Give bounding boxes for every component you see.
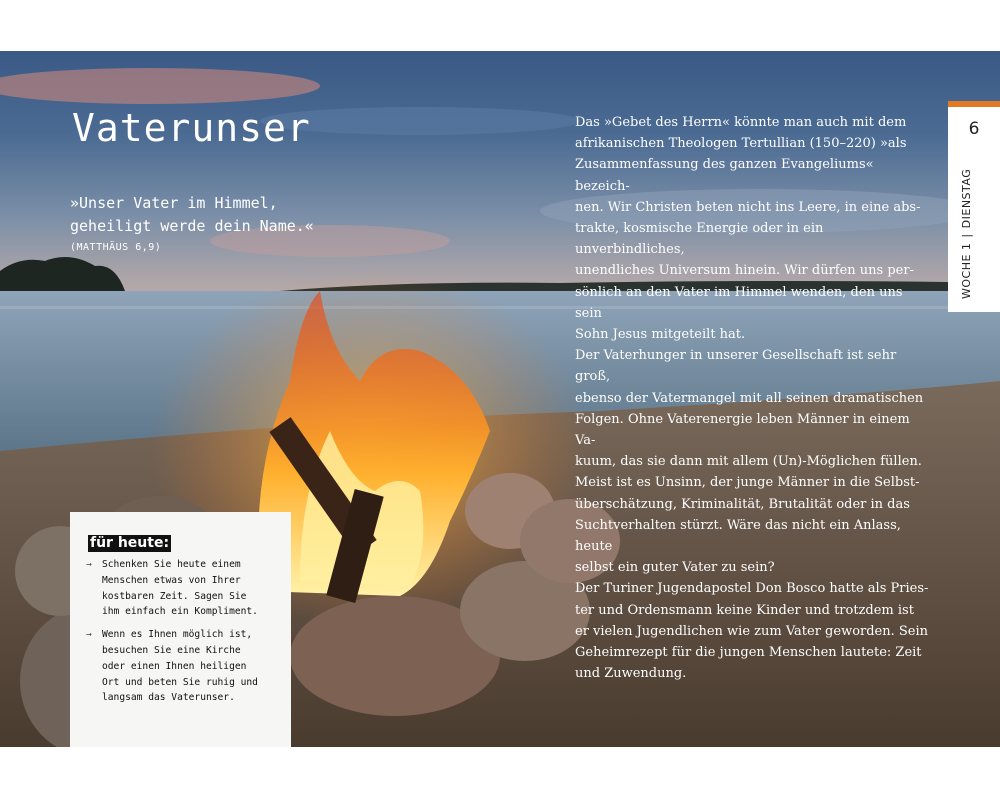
- body-line: unendliches Universum hinein. Wir dürfen uns per-: [575, 263, 914, 279]
- body-line: Sohn Jesus mitgeteilt hat.: [575, 327, 746, 343]
- page-title: Vaterunser: [72, 106, 311, 150]
- quote-line-2: geheiligt werde dein Name.«: [70, 217, 314, 235]
- body-line: und Zuwendung.: [575, 666, 687, 682]
- today-heading: für heute:: [90, 535, 170, 551]
- body-line: Geheimrezept für die jungen Menschen lautete: Zeit: [575, 645, 922, 661]
- quote-reference: (MATTHÄUS 6,9): [70, 242, 162, 253]
- chapter-tab: [948, 101, 1000, 312]
- body-line: überschätzung, Kriminalität, Brutalität oder in das: [575, 496, 910, 512]
- arrow-right-icon: →: [86, 559, 92, 570]
- week-day-label: [960, 169, 973, 299]
- body-line: sönlich an den Vater im Himmel wenden, den uns sein: [575, 284, 903, 321]
- quote-line-1: »Unser Vater im Himmel,: [70, 194, 278, 212]
- body-line: Meist ist es Unsinn, der junge Männer in die Selbst-: [575, 475, 920, 491]
- body-line: Das »Gebet des Herrn« könnte man auch mit dem: [575, 115, 907, 130]
- body-line: selbst ein guter Vater zu sein?: [575, 560, 775, 576]
- body-line: nen. Wir Christen beten nicht ins Leere, in eine abs-: [575, 199, 921, 215]
- day-label: DIENSTAG: [960, 168, 973, 229]
- body-line: kuum, das sie dann mit allem (Un)-Möglichen füllen.: [575, 454, 922, 470]
- today-list: [86, 557, 281, 713]
- body-line: Suchtverhalten stürzt. Wäre das nicht ein Anlass, heute: [575, 517, 901, 555]
- body-line: afrikanischen Theologen Tertullian (150–220) »als: [575, 136, 907, 152]
- bible-quote: [70, 192, 314, 256]
- today-box: [70, 512, 291, 747]
- body-line: ter und Ordensmann keine Kinder und trotzdem ist: [575, 602, 914, 618]
- list-item: → Wenn es Ihnen möglich ist, besuchen Sie eine Kirche oder einen Ihnen heiligen Ort und beten Sie ruhig und langsam das Vaterunser.: [86, 629, 258, 704]
- body-line: ebenso der Vatermangel mit all seinen dramatischen: [575, 390, 924, 406]
- body-line: er vielen Jugendlichen wie zum Vater geworden. Sein: [575, 623, 929, 639]
- body-text: [575, 112, 930, 684]
- body-line: Folgen. Ohne Vaterenergie leben Männer in einem Va-: [575, 411, 910, 449]
- list-item: → Schenken Sie heute einem Menschen etwas von Ihrer kostbaren Zeit. Sagen Sie ihm einfach ein Kompliment.: [86, 559, 258, 618]
- arrow-right-icon: →: [86, 629, 92, 641]
- separator: |: [960, 233, 973, 238]
- body-line: Der Vaterhunger in unserer Gesellschaft ist sehr groß,: [575, 348, 897, 385]
- body-line: Der Turiner Jugendapostel Don Bosco hatte als Pries-: [575, 581, 929, 597]
- body-line: Zusammenfassung des ganzen Evangeliums« bezeich-: [575, 157, 874, 194]
- body-line: trakte, kosmische Energie oder in ein unverbindliches,: [575, 221, 824, 258]
- page-number: 6: [968, 119, 980, 139]
- week-label: WOCHE 1: [960, 242, 973, 299]
